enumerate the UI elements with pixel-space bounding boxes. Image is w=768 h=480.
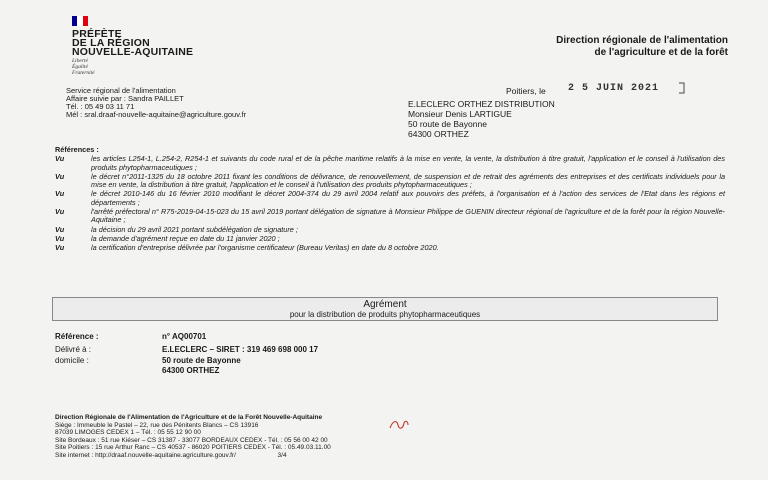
reference-text: la décision du 29 avril 2021 portant subdélégation de signature ;: [91, 224, 298, 234]
references-list: [55, 155, 725, 252]
reference-item: [55, 208, 725, 225]
motto-liberte: Liberté: [72, 58, 88, 64]
direction-title-line2: de l'agriculture et de la forêt: [594, 47, 728, 58]
red-annotation-icon: [388, 418, 410, 432]
reference-text: le décret n°2011-1325 du 18 octobre 2011 fixant les conditions de délivrance, de renouvellement, de suspension et de retrait des agréments des entreprises et des certificats individuels pour la mise en vente, la distribution à titre gratuit, l'application et le conseil à l'utilisation des produits phytopharmaceutiques ;: [91, 171, 725, 190]
reference-key: Vu: [55, 243, 65, 253]
reference-key: Vu: [55, 233, 65, 243]
footer-line-limoges: 87039 LIMOGES CEDEX 1 – Tél. : 05 55 12 90 00: [55, 429, 201, 437]
stamp-bracket-icon: [678, 82, 686, 94]
reference-item: [55, 235, 725, 243]
reference-value: n° AQ00701: [162, 332, 207, 341]
sender-followed-by: Affaire suivie par : Sandra PAILLET: [66, 94, 184, 103]
motto-egalite: Égalité: [72, 64, 88, 70]
sender-tel: Tél. : 05 49 03 11 71: [66, 102, 135, 111]
logo-region: DE LA RÉGION: [72, 37, 150, 49]
footer-website: Site internet : http://draaf.nouvelle-aquitaine.agriculture.gouv.fr/: [55, 451, 236, 459]
recipient-street: 50 route de Bayonne: [408, 119, 487, 129]
reference-key: Vu: [55, 189, 65, 199]
marianne-flag-icon: [72, 16, 88, 26]
reference-item: [55, 226, 725, 234]
domicile-label: domicile :: [55, 356, 89, 365]
footer-line-poitiers: Site Poitiers : 15 rue Arthur Ranc – CS 40537 - 86020 POITIERS CEDEX - Tél. : 05.49.03.11.00: [55, 444, 331, 452]
date-stamp: 2 5 JUIN 2021: [568, 83, 660, 94]
reference-item: [55, 173, 725, 190]
references-block: [55, 146, 725, 253]
footer-block: [55, 414, 331, 460]
reference-key: Vu: [55, 171, 65, 181]
domicile-city: 64300 ORTHEZ: [162, 366, 220, 375]
agrement-subtitle: pour la distribution de produits phytopharmaceutiques: [289, 310, 481, 319]
reference-key: Vu: [55, 207, 65, 217]
motto-fraternite: Fraternité: [72, 70, 95, 76]
reference-item: [55, 155, 725, 172]
logo-prefete: PRÉFÈTE: [72, 28, 122, 40]
reference-item: [55, 244, 725, 252]
recipient-city: 64300 ORTHEZ: [408, 129, 469, 139]
direction-title: [556, 35, 728, 59]
sender-mail: Mél : sral.draaf-nouvelle-aquitaine@agriculture.gouv.fr: [66, 110, 247, 119]
reference-key: Vu: [55, 224, 65, 234]
sender-service: Service régional de l'alimentation: [66, 86, 176, 95]
agrement-title: Agrément: [363, 299, 407, 310]
reference-text: le décret 2010-146 du 16 février 2010 modifiant le décret 2004-374 du 29 avril 2004 relatif aux pouvoirs des préfets, à l'organisation et à l'action des services de l'Etat dans les régions et départements ;: [91, 189, 725, 207]
delivered-label: Délivré à :: [55, 345, 92, 354]
logo-nouvelle-aquitaine: NOUVELLE-AQUITAINE: [72, 46, 194, 58]
footer-line-bordeaux: Site Bordeaux : 51 rue Kiéser – CS 31387 - 33077 BORDEAUX CEDEX - Tél. : 05 56 00 42 00: [55, 436, 328, 444]
reference-label: Référence :: [55, 332, 99, 341]
date-place: Poitiers, le: [506, 86, 546, 96]
footer-line-website: [55, 452, 331, 460]
recipient-name: Monsieur Denis LARTIGUE: [408, 109, 512, 119]
page-number: 3/4: [277, 451, 287, 459]
reference-item: [55, 190, 725, 207]
agrement-box: [52, 297, 718, 321]
references-title: Références :: [55, 145, 99, 154]
footer-title: Direction Régionale de l'Alimentation de l'Agriculture et de la Forêt Nouvelle-Aquitaine: [55, 414, 323, 421]
recipient-company: E.LECLERC ORTHEZ DISTRIBUTION: [408, 99, 555, 109]
reference-key: Vu: [55, 154, 65, 164]
reference-text: les articles L254-1, L.254-2, R254-1 et suivants du code rural et de la pêche maritime relatifs à la mise en vente, la vente, la distribution à titre gratuit, l'application et le conseil à l'utilisation des produits phytopharmaceutiques ;: [91, 154, 725, 172]
footer-line-siege: Siège : Immeuble le Pastel – 22, rue des Pénitents Blancs – CS 13916: [55, 421, 259, 429]
domicile-street: 50 route de Bayonne: [162, 356, 241, 365]
reference-text: l'arrêté préfectoral n° R75-2019-04-15-023 du 15 avril 2019 portant délégation de signature à Monsieur Philippe de GUENIN directeur régional de l'agriculture et de la forêt pour la région Nouvelle-Aquitaine ;: [91, 207, 725, 225]
reference-text: la demande d'agrément reçue en date du 11 janvier 2020 ;: [91, 233, 280, 243]
direction-title-line1: Direction régionale de l'alimentation: [556, 35, 728, 46]
delivered-value: E.LECLERC – SIRET : 319 469 698 000 17: [162, 345, 319, 354]
reference-text: la certification d'entreprise délivrée par l'organisme certificateur (Bureau Veritas) en date du 8 octobre 2020.: [91, 243, 439, 253]
